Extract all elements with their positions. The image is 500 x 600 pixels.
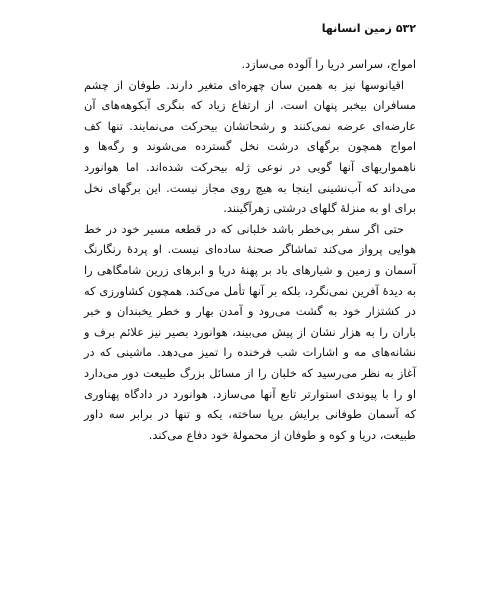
running-header — [322, 22, 416, 35]
chapter-title: زمین انسانها — [321, 22, 392, 35]
page-number: ۵۳۲ — [395, 22, 416, 35]
paragraph: حتی اگر سفر بی‌خطر باشد خلبانی که در قطعه مسیر خود در خط هوایی پرواز می‌کند تماشاگر صحنهٔ ساده‌ای نیست. او پردهٔ رنگارنگ آسمان و زمین و شیارهای باد بر پهنهٔ دریا و ابرهای زرین شامگاهی را به دیدهٔ آفرین نمی‌نگرد، بلکه بر آنها تأمل می‌کند. همچون کشاورزی که در کشتزار خود به گشت می‌رود و آمدن بهار و خطر یخبندان و خبر باران را به هزار نشان از پیش می‌بیند، هوانورد بصیر نیز علائم برف و نشانه‌های مه و اشارات شب فرخنده را تمیز می‌دهد. ماشینی که در آغاز به نظر می‌رسید که خلبان را از مسائل بزرگ طبیعت دور می‌دارد او را با پیوندی استوارتر تابع آنها می‌سازد. هوانورد در دادگاه پهناوری که آسمان طوفانی برایش برپا ساخته، یکه و تنها در برابر سه داور طبیعت، دریا و کوه و طوفان از محمولهٔ خود دفاع می‌کند. — [84, 221, 416, 442]
body-text — [84, 54, 416, 445]
paragraph: امواج، سراسر دریا را آلوده می‌سازد. — [241, 57, 416, 71]
paragraph: اقیانوسها نیز به همین سان چهره‌ای متغیر دارند. طوفان از چشم مسافران بیخبر پنهان است. از ارتفاع زیاد که بنگری آبکوهه‌های آن عارضه‌ای عرضه نمی‌کنند و رشحاتشان بیحرکت می‌نمایند. تنها کف امواج همچون برگهای درشت نخل گسترده می‌شوند و رگه‌ها و ناهمواریهای آنها گویی در نوعی ژله بیحرکت شده‌اند. اما هوانورد می‌داند که آب‌نشینی اینجا به هیچ روی مجاز نیست. این برگهای نخل برای او به منزلهٔ گلهای درشتی زهرآگینند. — [84, 77, 416, 216]
